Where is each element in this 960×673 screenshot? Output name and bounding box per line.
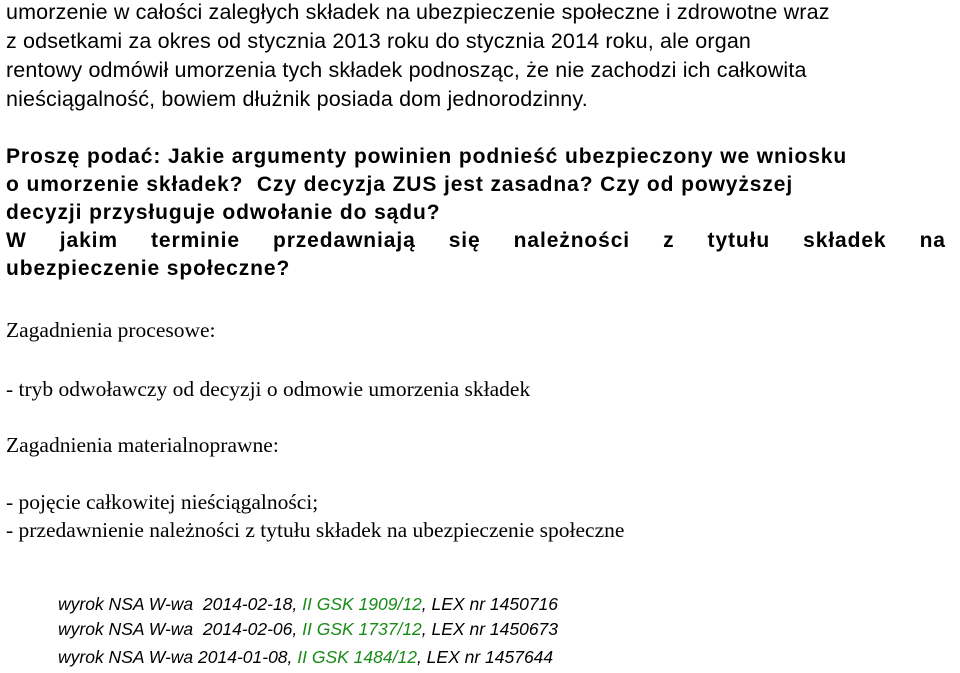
ruling-signature: II GSK 1484/12 [297, 647, 417, 667]
ruling-signature: II GSK 1737/12 [302, 619, 422, 639]
intro-line-1: umorzenie w całości zaległych składek na ubezpieczenie społeczne i zdrowotne wraz [6, 0, 830, 24]
question-line-5: ubezpieczenie społeczne? [6, 257, 291, 280]
substantive-heading: Zagadnienia materialnoprawne: [6, 433, 279, 457]
question-word: na [919, 229, 946, 252]
ruling-2 [58, 619, 558, 640]
ruling-signature: II GSK 1909/12 [302, 594, 422, 614]
intro-line-2: z odsetkami za okres od stycznia 2013 roku do stycznia 2014 roku, ale organ [6, 29, 752, 53]
ruling-suffix: , LEX nr 1457644 [416, 647, 554, 667]
question-word: się [448, 229, 481, 252]
question-line-3: decyzji przysługuje odwołanie do sądu? [6, 201, 441, 224]
question-word: z [663, 229, 675, 252]
question-word: W [6, 229, 27, 252]
intro-line-3: rentowy odmówił umorzenia tych składek podnosząc, że nie zachodzi ich całkowita [6, 58, 807, 82]
question-word: należności [513, 229, 631, 252]
ruling-prefix: wyrok NSA W-wa 2014-02-18, [58, 594, 303, 614]
ruling-3 [58, 647, 553, 668]
question-line-1: Proszę podać: Jakie argumenty powinien podnieść ubezpieczony we wniosku [6, 145, 848, 168]
question-word: przedawniają [272, 229, 416, 252]
substantive-item-2: - przedawnienie należności z tytułu składek na ubezpieczenie społeczne [6, 518, 625, 542]
intro-line-4: nieściągalność, bowiem dłużnik posiada dom jednorodzinny. [6, 87, 588, 111]
ruling-suffix: , LEX nr 1450716 [421, 594, 559, 614]
procedural-item: - tryb odwoławczy od decyzji o odmowie umorzenia składek [6, 377, 531, 401]
ruling-prefix: wyrok NSA W-wa 2014-01-08, [58, 647, 298, 667]
question-line-4 [6, 229, 946, 253]
ruling-suffix: , LEX nr 1450673 [421, 619, 559, 639]
ruling-1 [58, 594, 558, 615]
question-word: składek [803, 229, 887, 252]
question-word: tytułu [707, 229, 771, 252]
question-word: terminie [151, 229, 240, 252]
ruling-prefix: wyrok NSA W-wa 2014-02-06, [58, 619, 303, 639]
question-line-2: o umorzenie składek? Czy decyzja ZUS jest zasadna? Czy od powyższej [6, 173, 794, 196]
substantive-item-1: - pojęcie całkowitej nieściągalności; [6, 490, 319, 514]
question-word: jakim [59, 229, 118, 252]
procedural-heading: Zagadnienia procesowe: [6, 318, 216, 342]
